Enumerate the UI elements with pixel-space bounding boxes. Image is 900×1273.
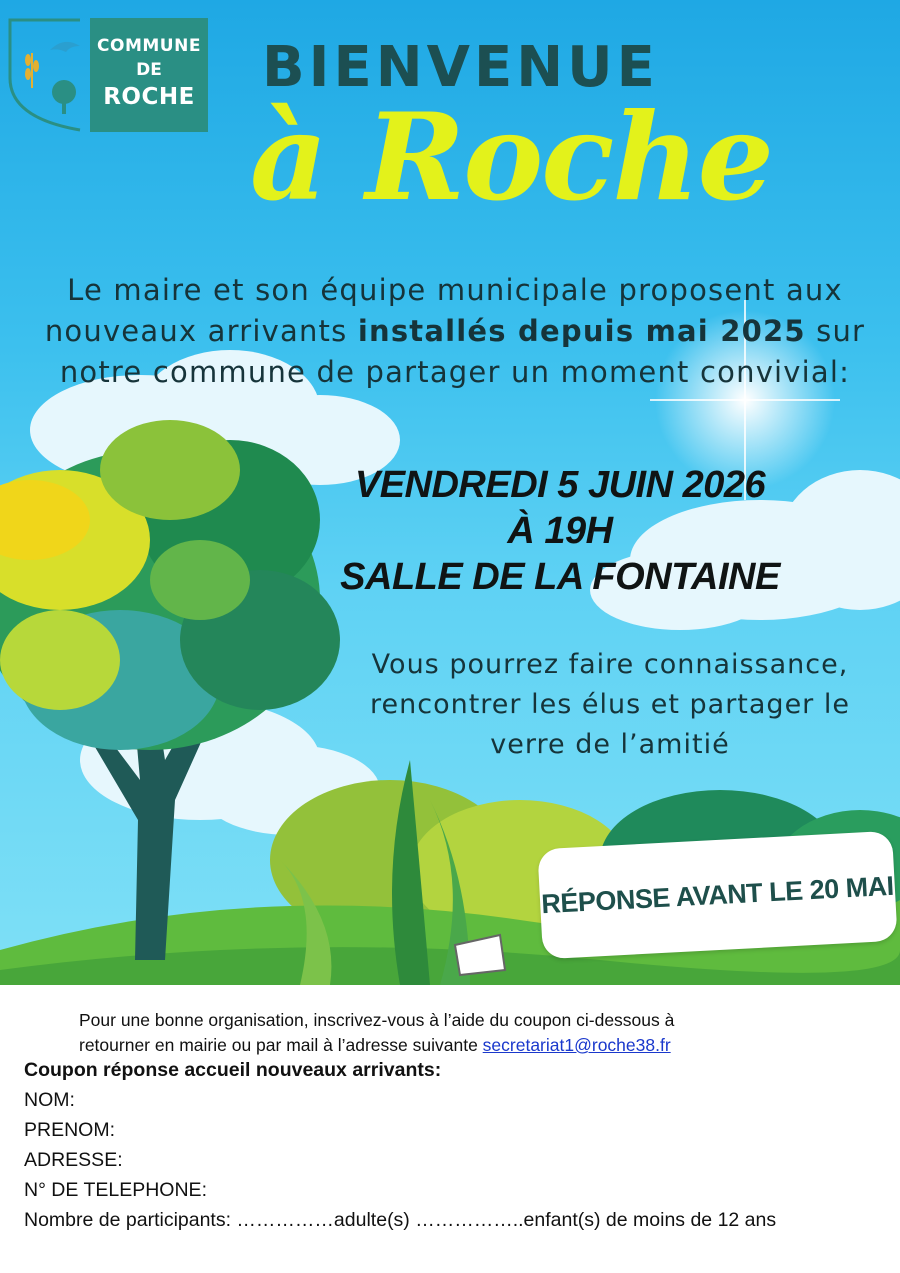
organisation-line-2: retourner en mairie ou par mail à l’adresse suivante <box>79 1035 483 1055</box>
title-bienvenue: BIENVENUE <box>262 35 659 100</box>
coupon-form <box>24 1055 884 1235</box>
field-adresse: ADRESSE: <box>24 1149 123 1171</box>
event-time: À 19H <box>507 510 613 552</box>
commune-logo <box>90 18 208 132</box>
organisation-line-1: Pour une bonne organisation, inscrivez-vous à l’aide du coupon ci-dessous à <box>79 1010 675 1030</box>
tree-foliage <box>0 420 340 750</box>
deadline-text: RÉPONSE AVANT LE 20 MAI <box>540 870 895 920</box>
dolphin-icon <box>50 42 80 52</box>
intro-part-2: sur notre commune de partager un moment convivial: <box>59 314 866 389</box>
intro-bold: installés depuis mai 2025 <box>357 314 806 348</box>
field-telephone: N° DE TELEPHONE: <box>24 1179 207 1201</box>
event-date: VENDREDI 5 JUIN 2026 <box>354 464 766 506</box>
logo-emblem <box>6 18 84 132</box>
event-details <box>330 462 790 600</box>
wheat-icon <box>25 53 39 88</box>
deadline-badge <box>537 831 897 959</box>
event-place: SALLE DE LA FONTAINE <box>340 556 780 598</box>
email-link[interactable]: secretariat1@roche38.fr <box>482 1035 671 1055</box>
intro-part-1: Le maire et son équipe municipale proposent aux nouveaux arrivants <box>44 273 843 348</box>
intro-text <box>40 270 870 393</box>
logo-line-2: DE <box>136 60 162 80</box>
logo-line-1: COMMUNE <box>97 36 201 56</box>
organisation-note <box>79 1008 859 1058</box>
field-nom: NOM: <box>24 1089 75 1111</box>
invite-text: Vous pourrez faire connaissance, rencontrer les élus et partager le verre de l’amitié <box>370 649 850 760</box>
tree-icon <box>52 80 76 114</box>
logo-line-3: ROCHE <box>103 84 195 110</box>
title-roche: à Roche <box>250 87 772 228</box>
field-participants: Nombre de participants: ……………adulte(s) ……………..enfant(s) de moins de 12 ans <box>24 1209 777 1231</box>
coupon-title: Coupon réponse accueil nouveaux arrivants: <box>24 1059 442 1081</box>
field-prenom: PRENOM: <box>24 1119 116 1141</box>
